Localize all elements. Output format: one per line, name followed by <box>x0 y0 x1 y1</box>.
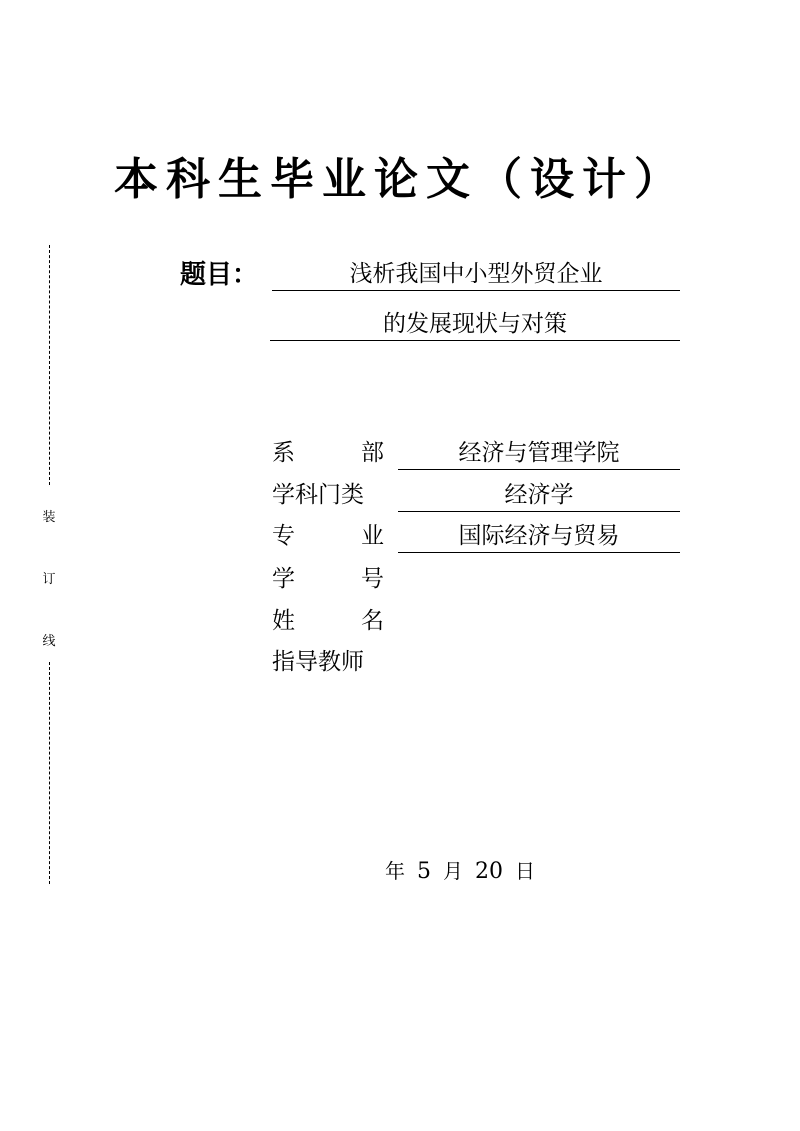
binding-line-top <box>49 245 50 485</box>
field-label-department <box>272 437 384 469</box>
field-label-char: 专 <box>272 523 295 549</box>
field-label-char: 号 <box>361 566 384 592</box>
field-label-text: 学科门类 <box>272 482 364 508</box>
binding-char: 装 <box>42 510 56 525</box>
field-value-major: 国际经济与贸易 <box>398 520 680 553</box>
field-label-char: 姓 <box>272 608 295 634</box>
field-label-advisor <box>272 646 384 678</box>
binding-line-bottom <box>49 662 50 884</box>
field-value-department: 经济与管理学院 <box>398 437 680 470</box>
date-day-label: 日 <box>515 859 535 883</box>
date-month-label: 月 <box>443 859 463 883</box>
field-label-student-id <box>272 563 384 595</box>
field-label-name <box>272 605 384 637</box>
field-label-char: 名 <box>361 608 384 634</box>
field-label-char: 学 <box>272 566 295 592</box>
date-year-label: 年 <box>385 859 405 883</box>
topic-label: 题目： <box>180 260 259 290</box>
field-label-text: 指导教师 <box>272 649 364 675</box>
field-label-char: 业 <box>361 523 384 549</box>
field-label-major <box>272 520 384 552</box>
field-value-discipline: 经济学 <box>398 479 680 512</box>
field-label-char: 部 <box>361 440 384 466</box>
date-month: 5 <box>417 859 431 884</box>
topic-line-2: 的发展现状与对策 <box>270 308 680 341</box>
document-title: 本科生毕业论文（设计） <box>114 154 686 205</box>
date-day: 20 <box>475 859 503 884</box>
field-label-discipline <box>272 479 384 511</box>
binding-char: 订 <box>42 572 56 587</box>
date-line <box>385 856 535 887</box>
field-label-char: 系 <box>272 440 295 466</box>
binding-char: 线 <box>42 634 56 649</box>
topic-line-1: 浅析我国中小型外贸企业 <box>272 258 680 291</box>
